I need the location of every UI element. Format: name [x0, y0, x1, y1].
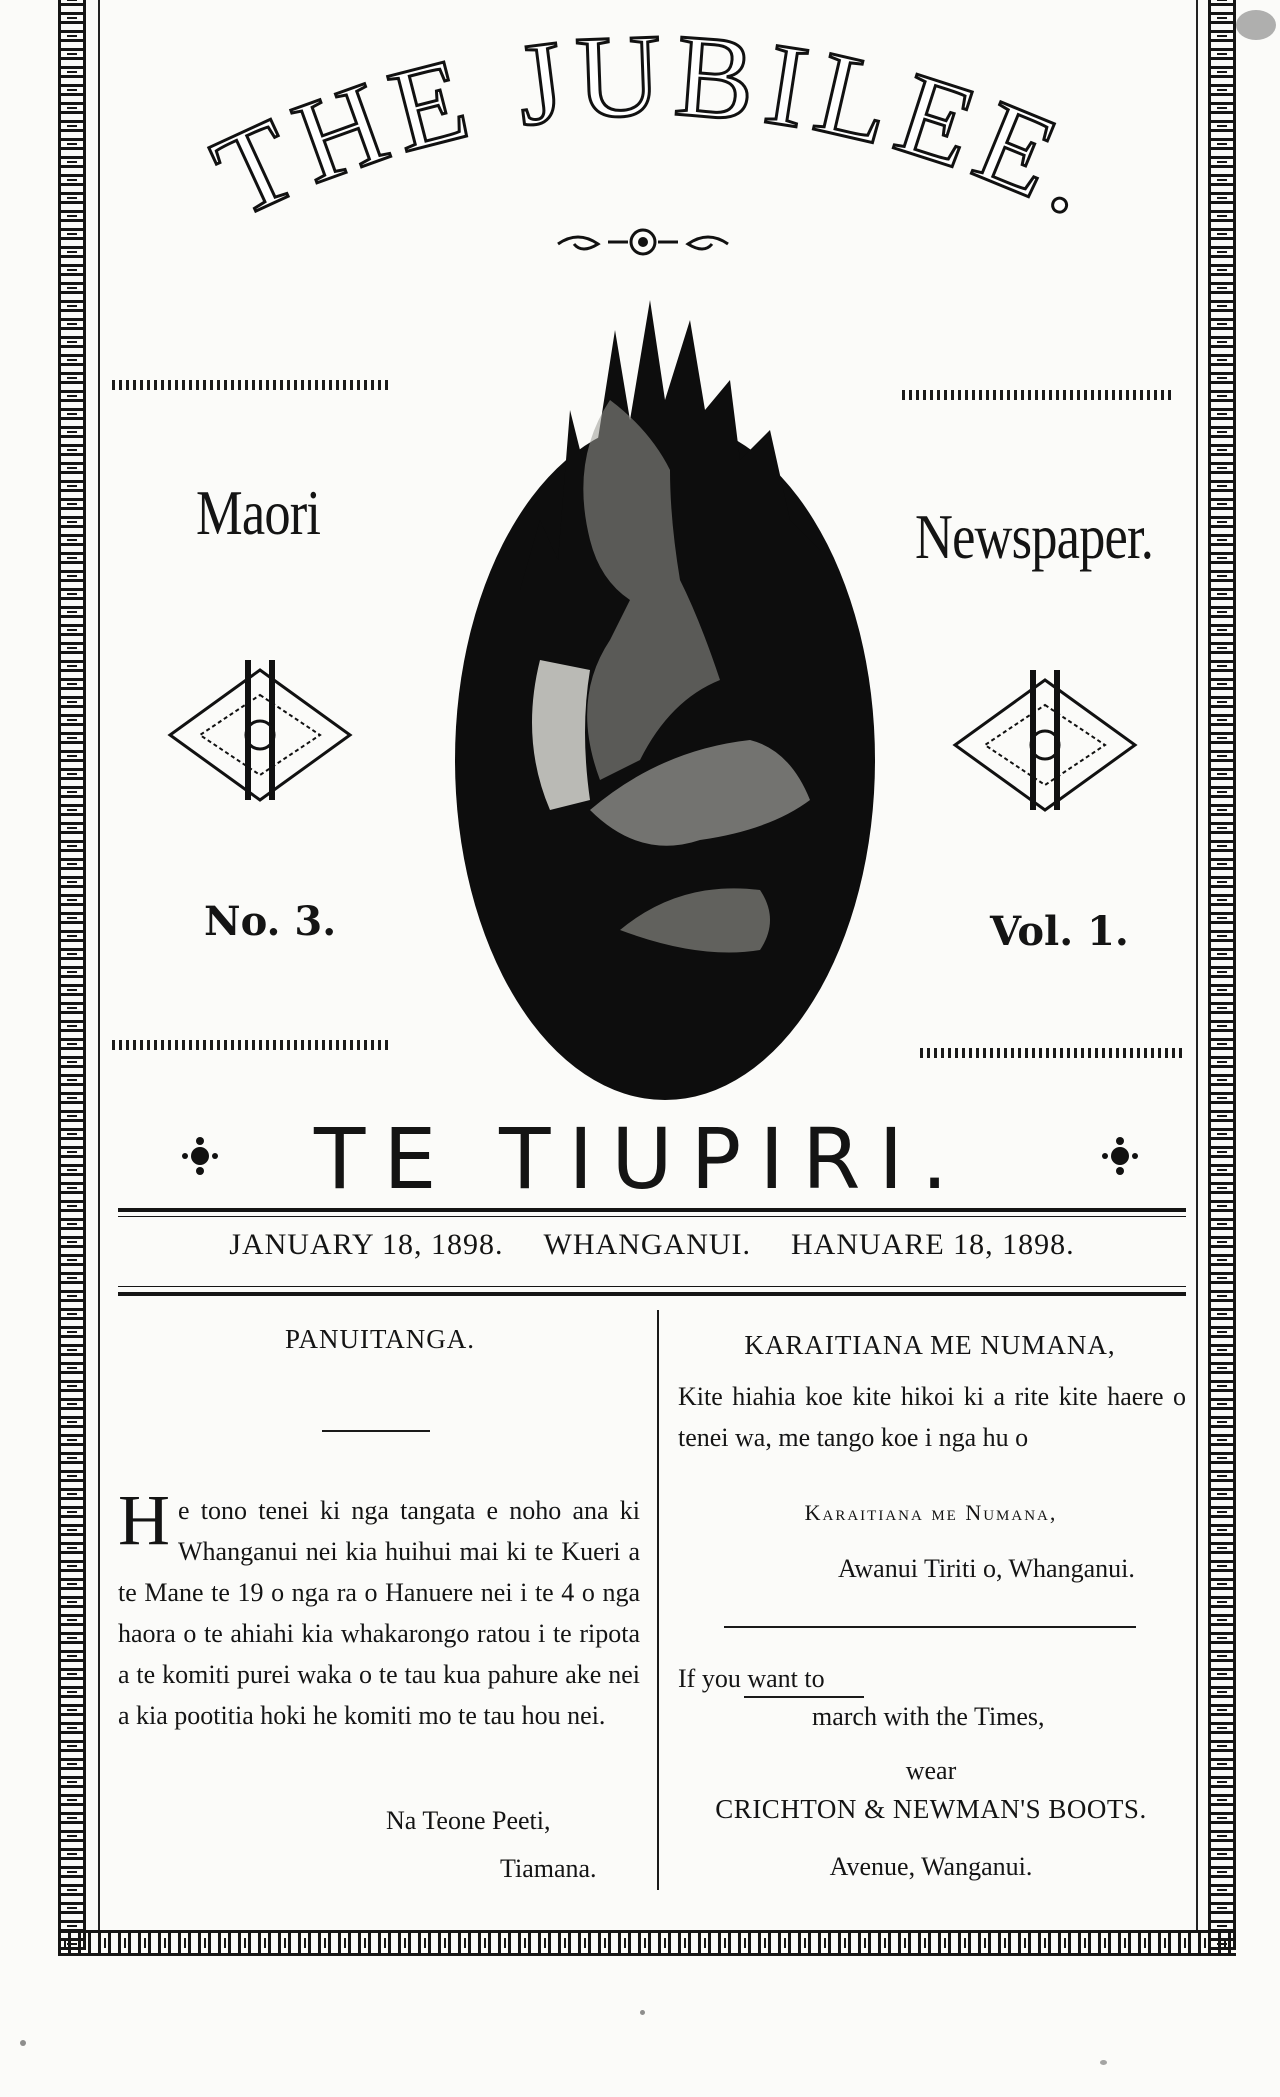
ornament-right-icon: [945, 660, 1145, 820]
notice-signature: Na Teone Peeti,: [386, 1806, 551, 1835]
print-speck: [20, 2040, 26, 2046]
diamond-ornament-icon: [1100, 1136, 1140, 1176]
inner-left-rule: [98, 0, 100, 1930]
dateline-bottom-rule: [118, 1292, 1186, 1296]
dateline-bottom-rule-thin: [118, 1286, 1186, 1287]
print-speck: [1236, 10, 1276, 40]
print-speck: [1100, 2060, 1107, 2065]
advert-english-line5: Avenue, Wanganui.: [829, 1852, 1033, 1881]
advert-maori-body: Kite hiahia koe kite hikoi ki a rite kite haere o tenei wa, me tango koe i nga hu o: [678, 1382, 1186, 1452]
dateline-place: WHANGANUI.: [543, 1228, 752, 1261]
advert-english-line4: CRICHTON & NEWMAN'S BOOTS.: [715, 1794, 1147, 1824]
advert-separator: [724, 1626, 1136, 1628]
column-divider: [657, 1310, 659, 1890]
right-greek-key-border: [1208, 0, 1236, 1950]
notice-body-text: e tono tenei ki nga tangata e noho ana ki Whanganui nei kia huihui mai ki te Kueri a te Mane te 19 o nga ra o Hanuere nei i te 4 o nga haora o te ahiahi kia whakarongo ratou i te ripota a te komiti purei waka o te tau kua pahure ake nei a kia pootitia hoki he komiti mo te tau hou nei.: [118, 1496, 640, 1730]
print-speck: [640, 2010, 645, 2015]
masthead-title-text: THE JUBILEE.: [195, 20, 1125, 245]
diamond-ornament-icon: [180, 1136, 220, 1176]
masthead-right-word: Newspaper.: [915, 501, 1154, 572]
decorative-dotted-rule: [112, 1040, 392, 1050]
masthead-left-word: Maori: [196, 477, 321, 548]
advert-english-line3: wear: [905, 1756, 957, 1785]
portrait-oval-image: [440, 290, 890, 1110]
maori-date: HANUARE 18, 1898.: [791, 1228, 1075, 1261]
title-flourish-icon: [548, 222, 738, 262]
english-date: JANUARY 18, 1898.: [229, 1228, 504, 1261]
advert-underline-fragment: [744, 1696, 864, 1698]
notice-body: [118, 1480, 640, 1736]
advert-maori-firm: Karaitiana me Numana,: [804, 1500, 1058, 1525]
bottom-greek-key-border: [58, 1930, 1236, 1956]
dateline-top-rule-thin: [118, 1216, 1186, 1217]
maori-title: TE TIUPIRI.: [314, 1110, 966, 1208]
notice-signature-role: Tiamana.: [500, 1854, 597, 1883]
ornament-left-icon: [160, 650, 360, 810]
notice-separator: [322, 1430, 430, 1432]
decorative-dotted-rule: [902, 390, 1174, 400]
advert-maori-heading: KARAITIANA ME NUMANA,: [744, 1330, 1116, 1360]
advert-english-line1: If you want to: [678, 1664, 825, 1693]
notice-heading: PANUITANGA.: [284, 1324, 476, 1354]
left-greek-key-border: [58, 0, 86, 1950]
advert-maori-address: Awanui Tiriti o, Whanganui.: [838, 1554, 1135, 1583]
advert-english-line2: march with the Times,: [812, 1702, 1045, 1731]
svg-text:THE JUBILEE.: [195, 20, 1124, 244]
dateline: [118, 1228, 1186, 1262]
volume-number: Vol. 1.: [990, 908, 1129, 955]
decorative-dotted-rule: [112, 380, 392, 390]
maori-title-block: [160, 1110, 1120, 1220]
dateline-top-rule: [118, 1208, 1186, 1212]
inner-right-rule: [1196, 0, 1198, 1930]
issue-number: No. 3.: [204, 898, 337, 945]
notice-drop-cap: H: [118, 1480, 170, 1560]
decorative-dotted-rule: [920, 1048, 1186, 1058]
